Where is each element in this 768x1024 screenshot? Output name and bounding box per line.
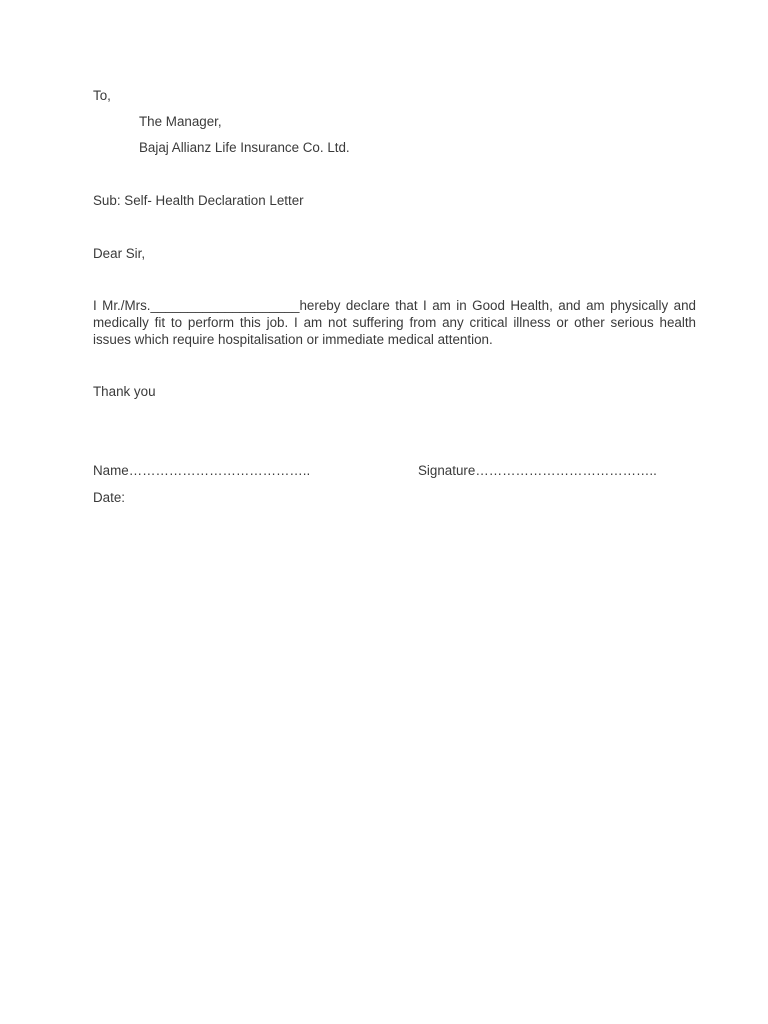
declaration-paragraph: I Mr./Mrs.____________________hereby declare that I am in Good Health, and am physically and medically fit to perform this job. I am not suffering from any critical illness or other serious health issues which require hospitalisation or immediate medical attention. xyxy=(93,298,696,347)
date-field: Date: xyxy=(93,490,126,505)
signature-field: Signature………………………………….. xyxy=(418,463,657,478)
greeting: Dear Sir, xyxy=(93,246,146,261)
name-field: Name………………………………….. xyxy=(93,463,311,478)
closing: Thank you xyxy=(93,384,156,399)
salutation-to: To, xyxy=(93,88,111,103)
subject-line: Sub: Self- Health Declaration Letter xyxy=(93,193,304,208)
recipient-title: The Manager, xyxy=(139,114,222,129)
recipient-company: Bajaj Allianz Life Insurance Co. Ltd. xyxy=(139,140,350,155)
